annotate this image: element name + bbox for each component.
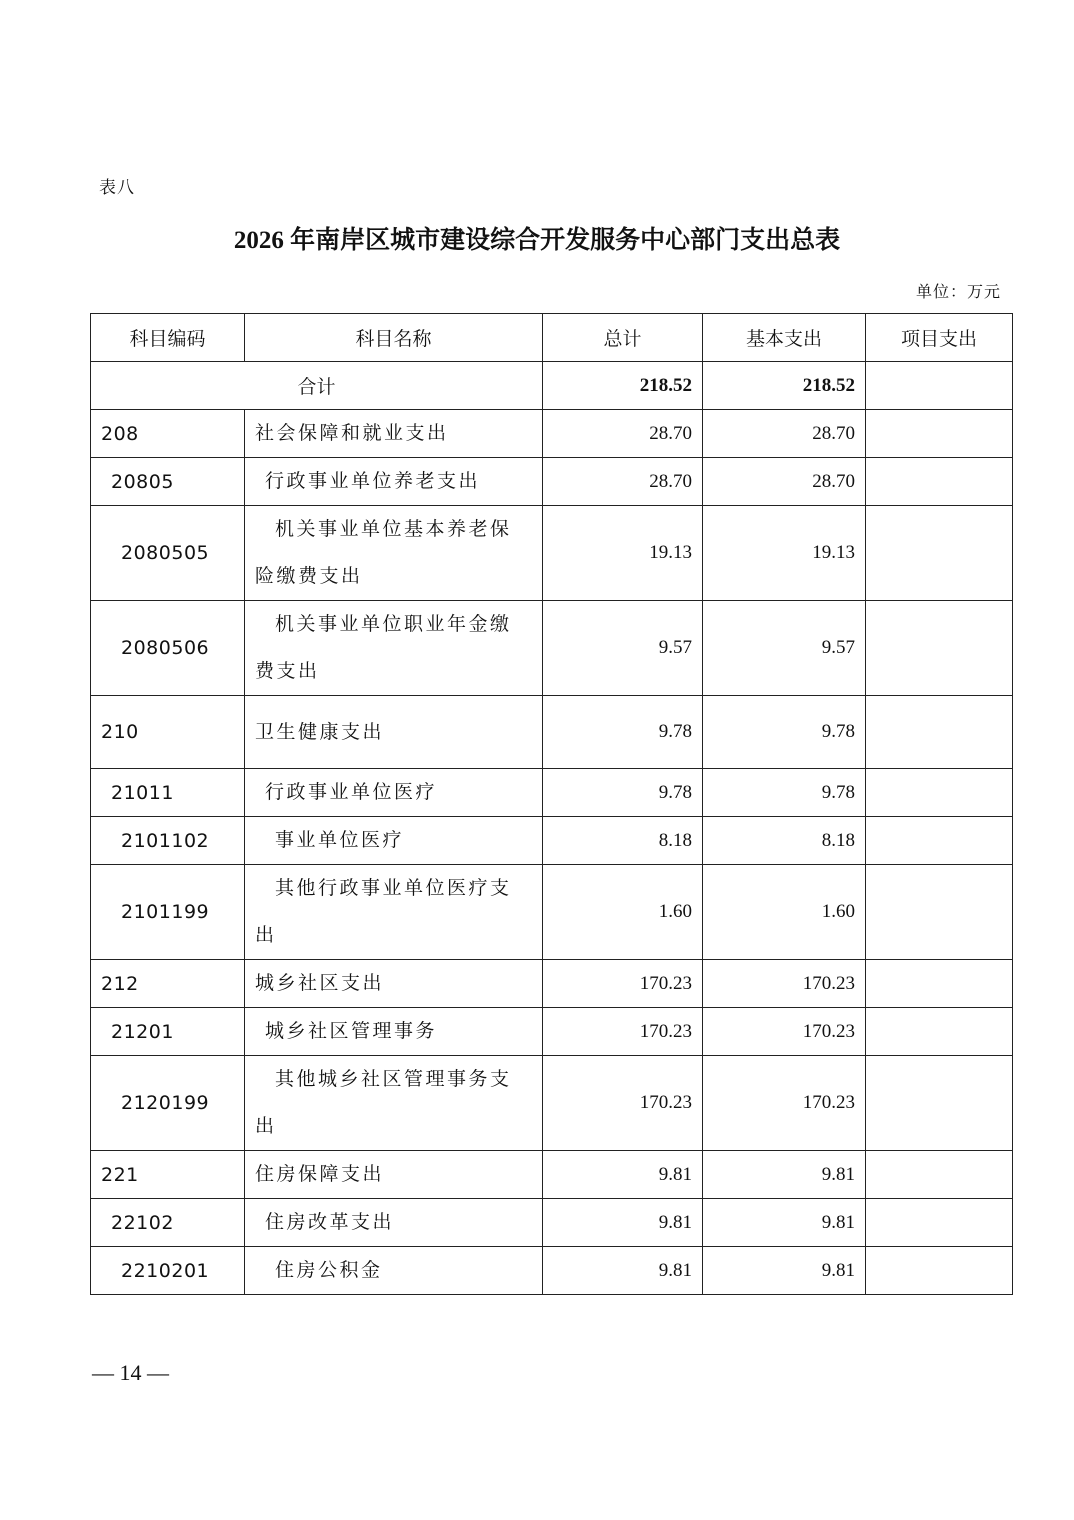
column-header-basic: 基本支出 bbox=[703, 314, 866, 362]
subject-code: 221 bbox=[91, 1151, 245, 1199]
basic-value: 170.23 bbox=[703, 960, 866, 1008]
total-value: 19.13 bbox=[543, 506, 703, 601]
project-value bbox=[866, 410, 1013, 458]
total-value: 1.60 bbox=[543, 865, 703, 960]
total-value: 28.70 bbox=[543, 410, 703, 458]
basic-value: 170.23 bbox=[703, 1008, 866, 1056]
total-value: 9.81 bbox=[543, 1151, 703, 1199]
subject-name-line: 费支出 bbox=[255, 660, 320, 682]
basic-value: 9.78 bbox=[703, 769, 866, 817]
total-value: 9.81 bbox=[543, 1247, 703, 1295]
subject-code: 2120199 bbox=[91, 1056, 245, 1151]
subject-code: 2210201 bbox=[91, 1247, 245, 1295]
project-value bbox=[866, 506, 1013, 601]
subject-name-line: 事业单位医疗 bbox=[275, 829, 405, 851]
table-row bbox=[91, 506, 1013, 601]
table-row bbox=[91, 601, 1013, 696]
page-title: 2026 年南岸区城市建设综合开发服务中心部门支出总表 bbox=[233, 227, 841, 254]
subject-name bbox=[245, 410, 543, 458]
total-value: 9.81 bbox=[543, 1199, 703, 1247]
column-header-project: 项目支出 bbox=[866, 314, 1013, 362]
total-project-value bbox=[866, 362, 1013, 410]
subject-name-line: 行政事业单位医疗 bbox=[265, 781, 438, 803]
subject-name bbox=[245, 696, 543, 769]
basic-value: 170.23 bbox=[703, 1056, 866, 1151]
table-label: 表八 bbox=[99, 178, 135, 198]
subject-code: 22102 bbox=[91, 1199, 245, 1247]
column-header-name: 科目名称 bbox=[245, 314, 543, 362]
subject-name bbox=[245, 1151, 543, 1199]
basic-value: 9.57 bbox=[703, 601, 866, 696]
subject-name-line: 险缴费支出 bbox=[255, 565, 363, 587]
subject-name-line: 卫生健康支出 bbox=[255, 720, 385, 743]
subject-name bbox=[245, 960, 543, 1008]
subject-code: 212 bbox=[91, 960, 245, 1008]
project-value bbox=[866, 865, 1013, 960]
table-row bbox=[91, 1056, 1013, 1151]
subject-name-line: 机关事业单位职业年金缴 bbox=[275, 613, 512, 635]
subject-name-line: 城乡社区管理事务 bbox=[265, 1020, 438, 1042]
total-value: 9.78 bbox=[543, 696, 703, 769]
total-basic-value: 218.52 bbox=[703, 362, 866, 410]
project-value bbox=[866, 1008, 1013, 1056]
total-label: 合计 bbox=[91, 362, 543, 410]
table-row bbox=[91, 696, 1013, 769]
basic-value: 9.81 bbox=[703, 1247, 866, 1295]
basic-value: 1.60 bbox=[703, 865, 866, 960]
project-value bbox=[866, 769, 1013, 817]
total-value: 9.78 bbox=[543, 769, 703, 817]
subject-name-line: 其他行政事业单位医疗支 bbox=[275, 877, 512, 899]
basic-value: 19.13 bbox=[703, 506, 866, 601]
project-value bbox=[866, 601, 1013, 696]
subject-code: 21201 bbox=[91, 1008, 245, 1056]
project-value bbox=[866, 1056, 1013, 1151]
total-value: 8.18 bbox=[543, 817, 703, 865]
unit-label: 单位：万元 bbox=[915, 282, 1001, 301]
project-value bbox=[866, 817, 1013, 865]
subject-name-line: 社会保障和就业支出 bbox=[255, 422, 449, 444]
subject-name bbox=[245, 1199, 543, 1247]
subject-code: 20805 bbox=[91, 458, 245, 506]
subject-name bbox=[245, 1056, 543, 1151]
project-value bbox=[866, 1151, 1013, 1199]
table-row bbox=[91, 410, 1013, 458]
table-row bbox=[91, 1008, 1013, 1056]
subject-name-line: 城乡社区支出 bbox=[255, 972, 385, 994]
basic-value: 28.70 bbox=[703, 458, 866, 506]
project-value bbox=[866, 1247, 1013, 1295]
column-header-total: 总计 bbox=[543, 314, 703, 362]
subject-name-line: 住房公积金 bbox=[275, 1259, 383, 1281]
total-value: 170.23 bbox=[543, 1056, 703, 1151]
project-value bbox=[866, 458, 1013, 506]
subject-code: 210 bbox=[91, 696, 245, 769]
subject-name-line: 住房保障支出 bbox=[255, 1163, 385, 1185]
table-row bbox=[91, 865, 1013, 960]
subject-name bbox=[245, 506, 543, 601]
table-row bbox=[91, 817, 1013, 865]
basic-value: 8.18 bbox=[703, 817, 866, 865]
subject-name bbox=[245, 1008, 543, 1056]
subject-code: 21011 bbox=[91, 769, 245, 817]
total-value: 28.70 bbox=[543, 458, 703, 506]
basic-value: 9.81 bbox=[703, 1199, 866, 1247]
total-total-value: 218.52 bbox=[543, 362, 703, 410]
total-value: 9.57 bbox=[543, 601, 703, 696]
subject-name-line: 出 bbox=[255, 924, 277, 946]
page-number: — 14 — bbox=[92, 1360, 169, 1385]
subject-name-line: 住房改革支出 bbox=[265, 1211, 395, 1233]
subject-code: 2101102 bbox=[91, 817, 245, 865]
table-row bbox=[91, 960, 1013, 1008]
total-value: 170.23 bbox=[543, 960, 703, 1008]
basic-value: 9.81 bbox=[703, 1151, 866, 1199]
subject-code: 2080505 bbox=[91, 506, 245, 601]
subject-name bbox=[245, 769, 543, 817]
expenditure-table bbox=[90, 313, 1013, 1295]
basic-value: 28.70 bbox=[703, 410, 866, 458]
project-value bbox=[866, 1199, 1013, 1247]
project-value bbox=[866, 696, 1013, 769]
subject-name bbox=[245, 817, 543, 865]
subject-name bbox=[245, 865, 543, 960]
subject-code: 2080506 bbox=[91, 601, 245, 696]
total-row bbox=[91, 362, 1013, 410]
subject-code: 208 bbox=[91, 410, 245, 458]
table-row bbox=[91, 1199, 1013, 1247]
total-value: 170.23 bbox=[543, 1008, 703, 1056]
subject-name bbox=[245, 1247, 543, 1295]
table-header-row bbox=[91, 314, 1013, 362]
subject-name-line: 其他城乡社区管理事务支 bbox=[275, 1068, 512, 1090]
subject-code: 2101199 bbox=[91, 865, 245, 960]
basic-value: 9.78 bbox=[703, 696, 866, 769]
project-value bbox=[866, 960, 1013, 1008]
subject-name bbox=[245, 601, 543, 696]
table-row bbox=[91, 1247, 1013, 1295]
table-row bbox=[91, 1151, 1013, 1199]
subject-name-line: 出 bbox=[255, 1115, 277, 1137]
table-row bbox=[91, 458, 1013, 506]
table-row bbox=[91, 769, 1013, 817]
column-header-code: 科目编码 bbox=[91, 314, 245, 362]
subject-name-line: 机关事业单位基本养老保 bbox=[275, 518, 512, 540]
subject-name bbox=[245, 458, 543, 506]
subject-name-line: 行政事业单位养老支出 bbox=[265, 470, 481, 492]
